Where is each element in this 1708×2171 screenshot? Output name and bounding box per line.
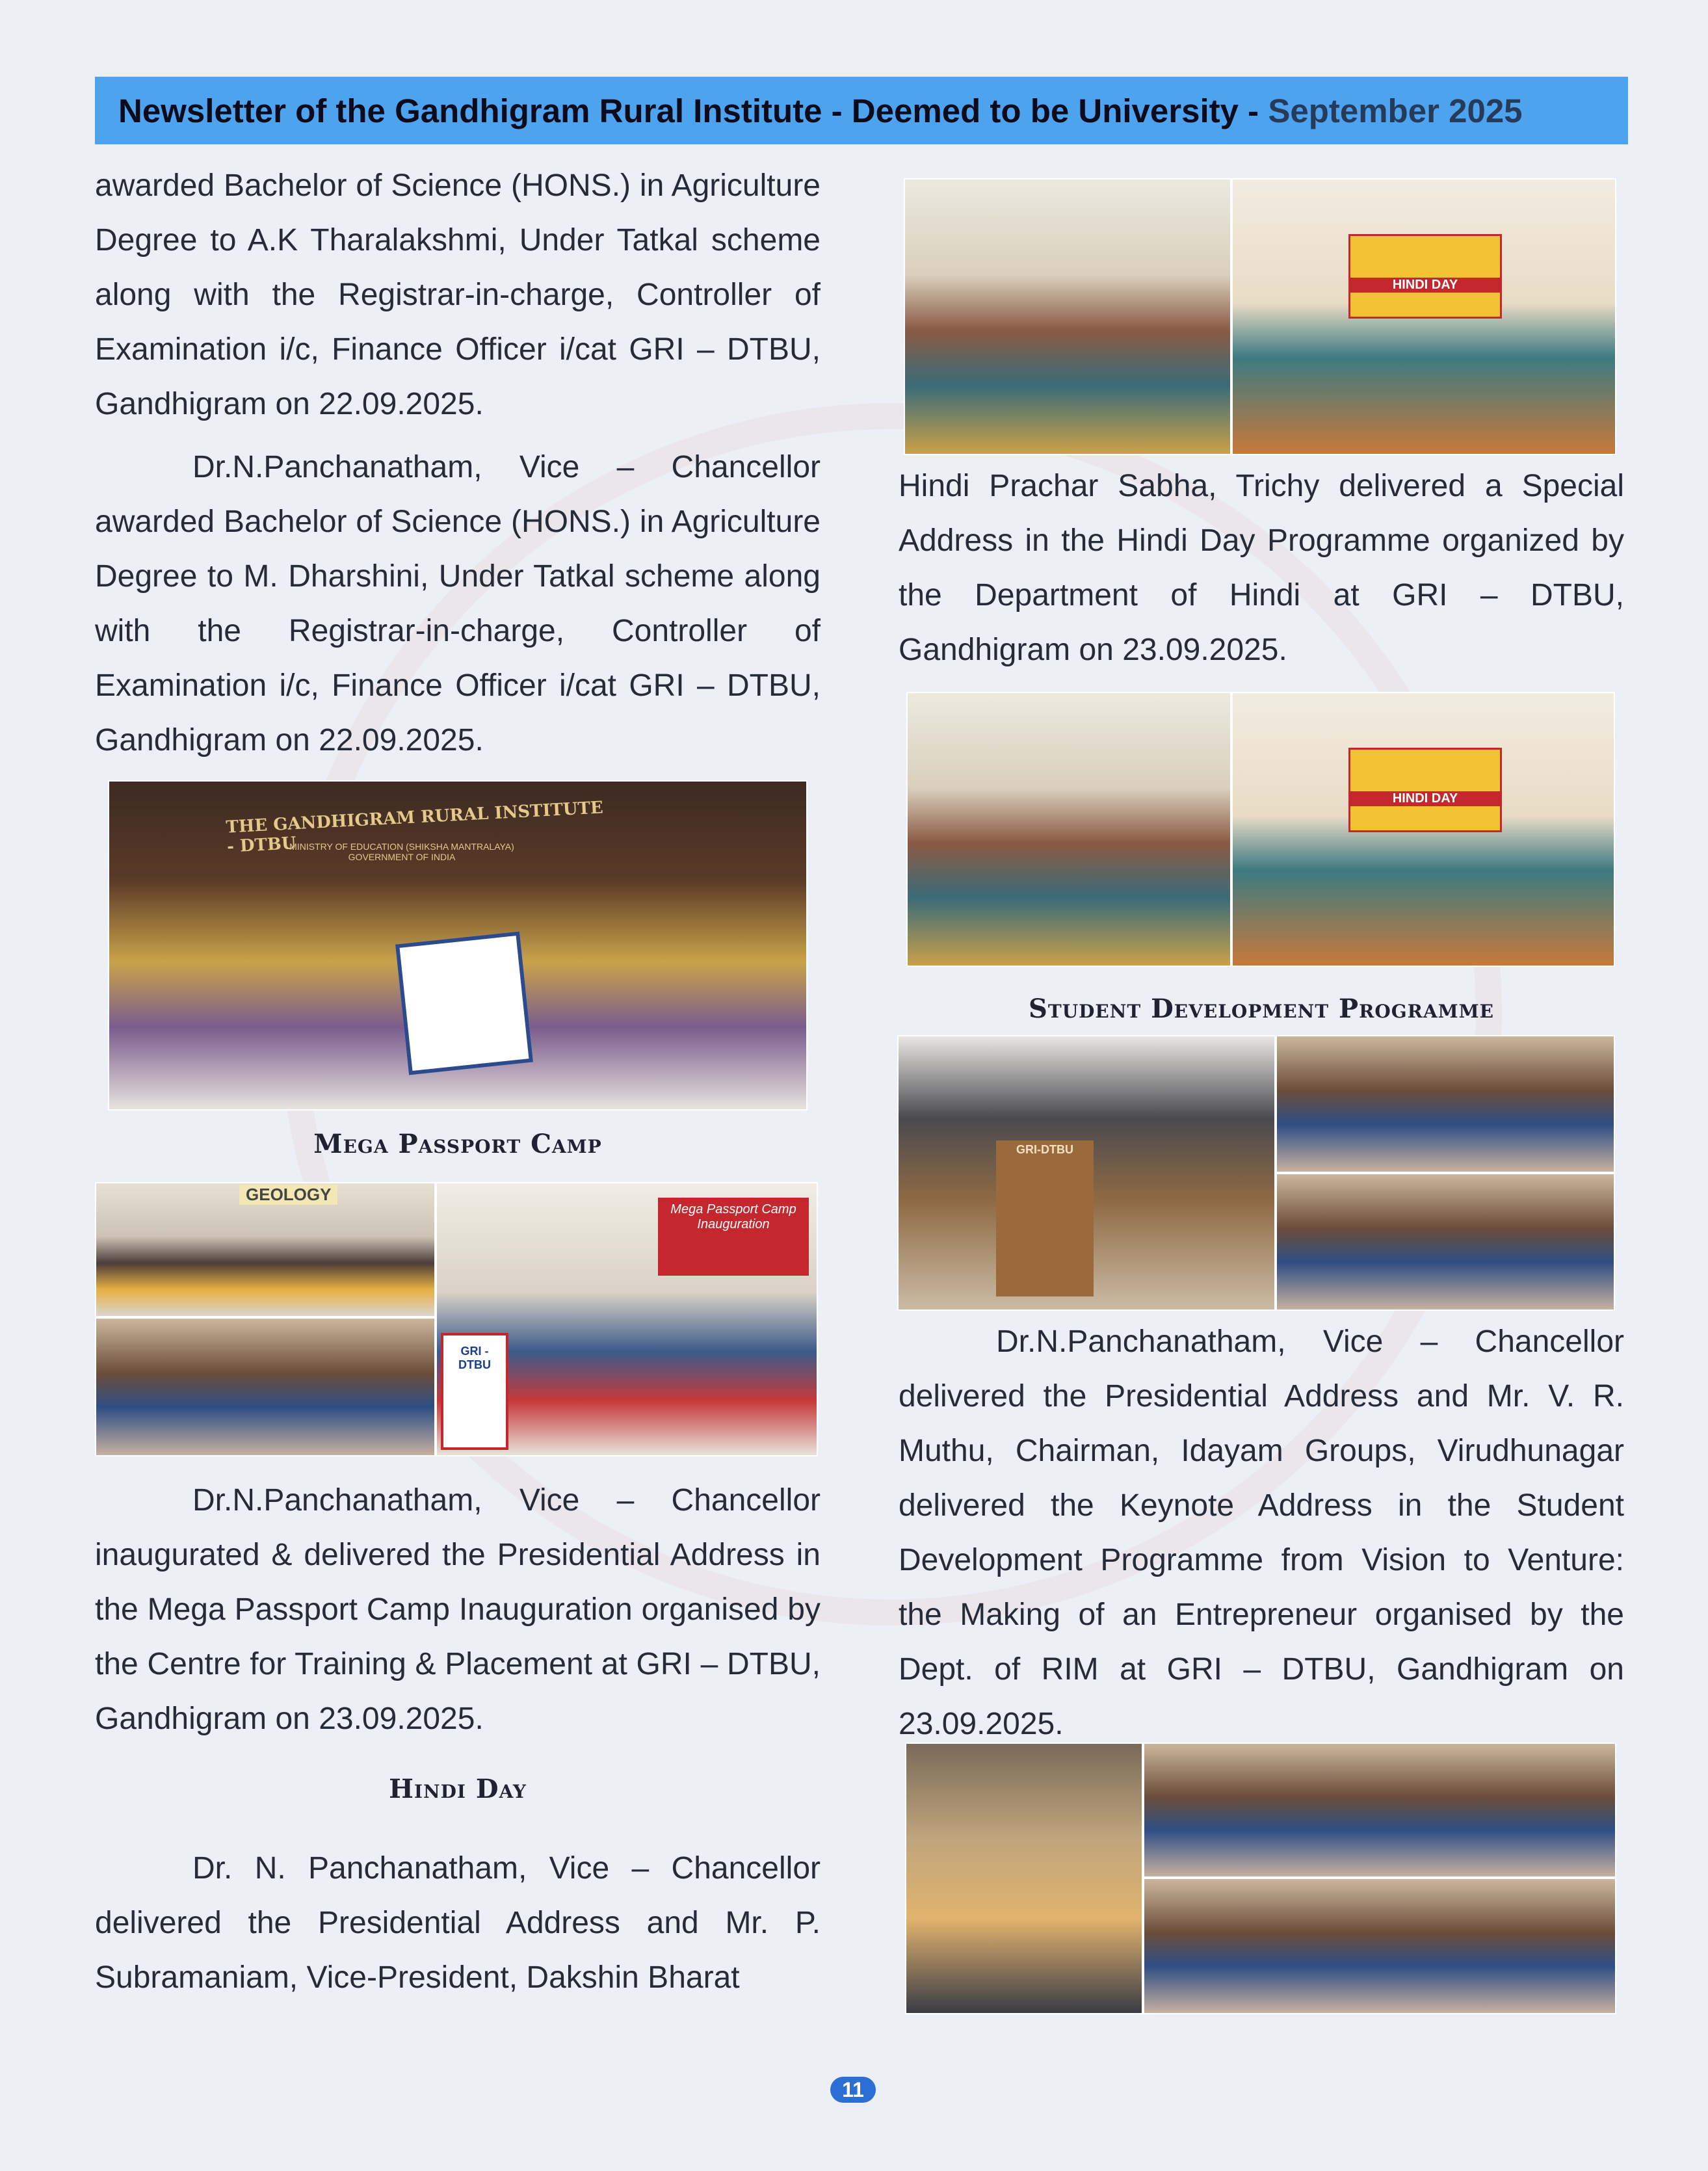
passport-ribbon-cutting-photo: [95, 1182, 436, 1317]
hindi-day-banner-1: HINDI DAY: [1348, 234, 1502, 319]
office-sign: THE GANDHIGRAM RURAL INSTITUTE - DTBU: [225, 798, 604, 857]
newsletter-header: [95, 77, 1628, 144]
right-paragraph-1: Hindi Prachar Sabha, Trichy delivered a Special Address in the Hindi Day Programme organized by the Department of Hindi at GRI – DTBU, Gandhigram on 23.09.2025.: [899, 469, 1624, 667]
sdp-audience-photo-2: [1276, 1173, 1615, 1311]
left-paragraph-3: Dr.N.Panchanatham, Vice – Chancellor inaugurated & delivered the Presidential Address in the Mega Passport Camp Inauguration organised by the Centre for Training & Placement at GRI – DTBU, Gandhigram on 23.09.2025.: [95, 1483, 821, 1736]
sdp-podium-photo: [897, 1035, 1276, 1311]
left-paragraph-2: Dr.N.Panchanatham, Vice – Chancellor awarded Bachelor of Science (HONS.) in Agriculture Degree to M. Dharshini, Under Tatkal scheme along with the Registrar-in-charge, Controller of Examination i/c, Finance Officer i/cat GRI – DTBU, Gandhigram on 22.09.2025.: [95, 450, 821, 757]
sdp-podium: GRI-DTBU: [996, 1140, 1094, 1296]
geology-door-sign: GEOLOGY: [239, 1185, 337, 1205]
passport-dais-photo: [436, 1182, 818, 1456]
left-paragraph-1: awarded Bachelor of Science (HONS.) in Agriculture Degree to A.K Tharalakshmi, Under Tatkal scheme along with the Registrar-in-charge, Controller of Examination i/c, Finance Officer i/cat GRI – DTBU, Gandhigram on 22.09.2025.: [95, 168, 821, 421]
office-subsign: MINISTRY OF EDUCATION (SHIKSHA MANTRALAYA) GOVERNMENT OF INDIA: [289, 841, 514, 862]
newsletter-month: September 2025: [1268, 92, 1523, 129]
hindi-day-stage-photo-1: [1231, 178, 1616, 455]
hindi-day-audience-photo-1: [904, 178, 1231, 455]
page-number: 11: [830, 2077, 876, 2103]
heading-student-development-programme: Student Development Programme: [1028, 993, 1494, 1024]
degree-certificate: [395, 932, 533, 1075]
sdp-audience-photo-1: [1276, 1035, 1615, 1173]
newsletter-title: Newsletter of the Gandhigram Rural Institute - Deemed to be University -: [118, 92, 1268, 129]
right-paragraph-2: Dr.N.Panchanatham, Vice – Chancellor delivered the Presidential Address and Mr. V. R. Muthu, Chairman, Idayam Groups, Virudhunagar delivered the Keynote Address in the Student Development Programme from Vision to Venture: the Making of an Entrepreneur organised by the Dept. of RIM at GRI – DTBU, Gandhigram on 23.09.2025.: [899, 1324, 1624, 1741]
heading-mega-passport-camp: Mega Passport Camp: [313, 1129, 602, 1159]
sdp-audience-photo-3: [1143, 1743, 1616, 1878]
hindi-day-banner-2: HINDI DAY: [1348, 748, 1502, 832]
hindi-day-audience-photo-2: [906, 692, 1231, 967]
degree-award-photo: [108, 780, 808, 1111]
passport-audience-photo: [95, 1317, 436, 1456]
sdp-audience-photo-4: [1143, 1878, 1616, 2014]
passport-banner: Mega Passport Camp Inauguration: [658, 1198, 809, 1276]
hindi-day-stage-photo-2: [1231, 692, 1615, 967]
passport-podium: GRI - DTBU: [441, 1333, 508, 1450]
heading-hindi-day: Hindi Day: [389, 1774, 527, 1804]
left-paragraph-4: Dr. N. Panchanatham, Vice – Chancellor delivered the Presidential Address and Mr. P. Subramaniam, Vice-President, Dakshin Bharat: [95, 1851, 821, 1995]
keynote-speaker-photo: [905, 1743, 1143, 2014]
